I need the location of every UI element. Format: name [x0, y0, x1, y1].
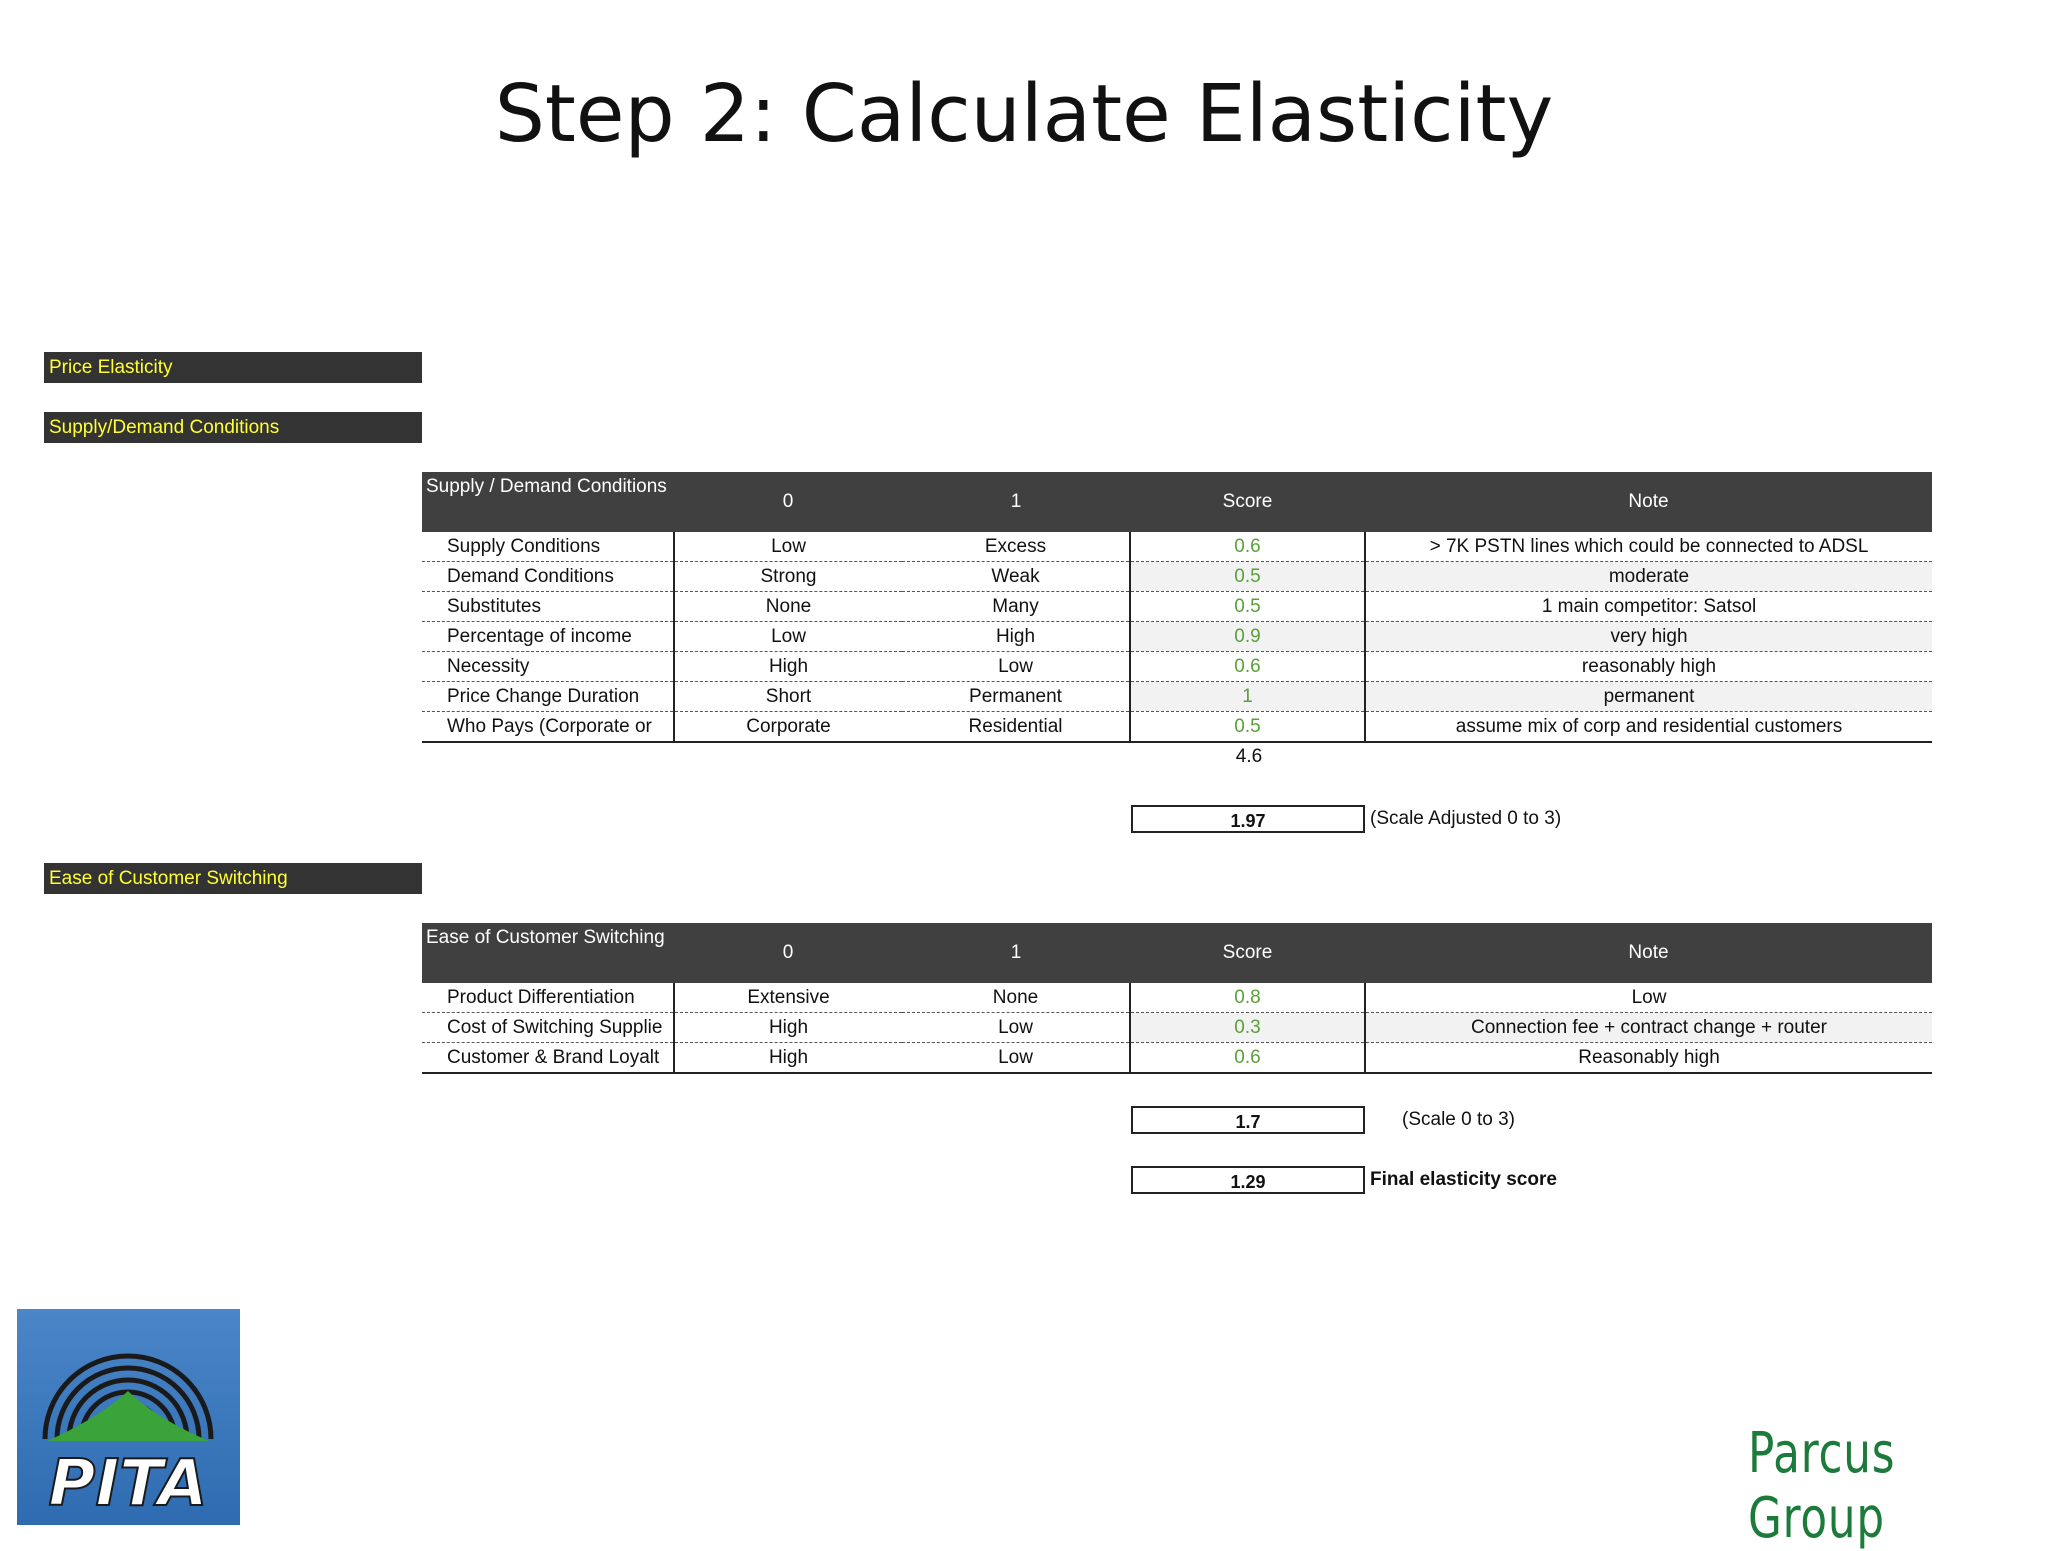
note-cell: Reasonably high	[1365, 1043, 1932, 1074]
supply-total-score: 4.6	[1235, 746, 1263, 767]
factor-cell: Who Pays (Corporate or	[422, 712, 674, 743]
zero-cell: High	[674, 652, 902, 682]
table-row	[422, 1013, 1932, 1043]
note-cell: assume mix of corp and residential customers	[1365, 712, 1932, 743]
one-cell: Low	[902, 1013, 1130, 1043]
zero-cell: High	[674, 1013, 902, 1043]
supply-demand-table	[422, 472, 1932, 743]
table-row	[422, 532, 1932, 562]
header-note: Note	[1365, 472, 1932, 532]
switching-table	[422, 923, 1932, 1074]
pita-logo-graphic	[17, 1309, 240, 1525]
zero-cell: None	[674, 592, 902, 622]
header-score: Score	[1130, 923, 1365, 983]
switching-scaled-label: (Scale 0 to 3)	[1402, 1109, 1515, 1130]
one-cell: None	[902, 983, 1130, 1013]
table-row	[422, 562, 1932, 592]
header-zero: 0	[674, 472, 902, 532]
header-one: 1	[902, 923, 1130, 983]
score-cell: 0.6	[1130, 652, 1365, 682]
table-row	[422, 622, 1932, 652]
zero-cell: Low	[674, 622, 902, 652]
note-cell: 1 main competitor: Satsol	[1365, 592, 1932, 622]
zero-cell: Strong	[674, 562, 902, 592]
note-cell: moderate	[1365, 562, 1932, 592]
score-cell: 0.9	[1130, 622, 1365, 652]
table-header-row	[422, 472, 1932, 532]
final-elasticity-label: Final elasticity score	[1370, 1169, 1557, 1190]
header-factor: Supply / Demand Conditions	[422, 472, 674, 532]
score-cell: 0.8	[1130, 983, 1365, 1013]
one-cell: Excess	[902, 532, 1130, 562]
score-cell: 0.5	[1130, 562, 1365, 592]
final-elasticity-score: 1.29	[1131, 1166, 1365, 1194]
table-row	[422, 1043, 1932, 1074]
score-cell: 0.5	[1130, 592, 1365, 622]
one-cell: Many	[902, 592, 1130, 622]
header-zero: 0	[674, 923, 902, 983]
one-cell: Permanent	[902, 682, 1130, 712]
note-cell: very high	[1365, 622, 1932, 652]
factor-cell: Customer & Brand Loyalt	[422, 1043, 674, 1074]
zero-cell: Short	[674, 682, 902, 712]
factor-cell: Substitutes	[422, 592, 674, 622]
supply-adjusted-label: (Scale Adjusted 0 to 3)	[1370, 808, 1562, 829]
header-score: Score	[1130, 472, 1365, 532]
score-cell: 0.6	[1130, 532, 1365, 562]
table-header-row	[422, 923, 1932, 983]
zero-cell: High	[674, 1043, 902, 1074]
table-row	[422, 712, 1932, 743]
note-cell: Connection fee + contract change + router	[1365, 1013, 1932, 1043]
table-row	[422, 652, 1932, 682]
one-cell: Low	[902, 652, 1130, 682]
factor-cell: Product Differentiation	[422, 983, 674, 1013]
factor-cell: Cost of Switching Supplie	[422, 1013, 674, 1043]
factor-cell: Price Change Duration	[422, 682, 674, 712]
one-cell: High	[902, 622, 1130, 652]
header-note: Note	[1365, 923, 1932, 983]
score-cell: 0.3	[1130, 1013, 1365, 1043]
zero-cell: Low	[674, 532, 902, 562]
one-cell: Weak	[902, 562, 1130, 592]
factor-cell: Demand Conditions	[422, 562, 674, 592]
factor-cell: Necessity	[422, 652, 674, 682]
factor-cell: Percentage of income	[422, 622, 674, 652]
header-factor: Ease of Customer Switching	[422, 923, 674, 983]
note-cell: > 7K PSTN lines which could be connected to ADSL	[1365, 532, 1932, 562]
parcus-group-logo: Parcus Group	[1748, 1421, 1896, 1551]
header-one: 1	[902, 472, 1130, 532]
one-cell: Residential	[902, 712, 1130, 743]
supply-adjusted-score: 1.97	[1131, 805, 1365, 833]
note-cell: permanent	[1365, 682, 1932, 712]
section-label-supply-demand: Supply/Demand Conditions	[44, 412, 422, 443]
zero-cell: Extensive	[674, 983, 902, 1013]
zero-cell: Corporate	[674, 712, 902, 743]
score-cell: 0.6	[1130, 1043, 1365, 1074]
score-cell: 1	[1130, 682, 1365, 712]
score-cell: 0.5	[1130, 712, 1365, 743]
table-row	[422, 592, 1932, 622]
one-cell: Low	[902, 1043, 1130, 1074]
note-cell: reasonably high	[1365, 652, 1932, 682]
table-row	[422, 682, 1932, 712]
pita-logo	[17, 1309, 240, 1525]
note-cell: Low	[1365, 983, 1932, 1013]
section-label-switching: Ease of Customer Switching	[44, 863, 422, 894]
factor-cell: Supply Conditions	[422, 532, 674, 562]
section-label-price-elasticity: Price Elasticity	[44, 352, 422, 383]
table-row	[422, 983, 1932, 1013]
switching-scaled-score: 1.7	[1131, 1106, 1365, 1134]
pita-logo-text: PITA	[48, 1447, 208, 1521]
slide-title: Step 2: Calculate Elasticity	[494, 68, 1554, 160]
